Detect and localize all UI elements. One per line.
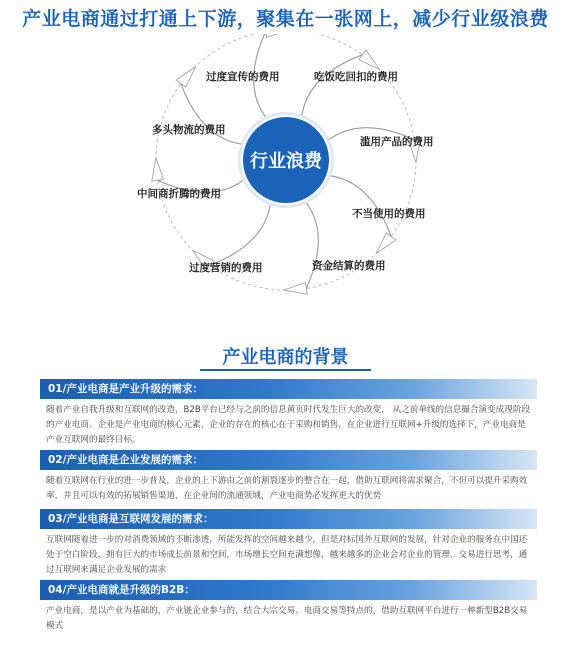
section-title-underline bbox=[200, 369, 371, 371]
segment-label-3: 滥用产品的费用 bbox=[360, 136, 434, 148]
item-heading-4: 04/产业电商就是升级的B2B： bbox=[40, 580, 537, 600]
background-item-3 bbox=[40, 509, 537, 578]
arrow-head bbox=[265, 34, 289, 38]
arrow-head bbox=[152, 158, 164, 182]
segment-label-8: 多头物流的费用 bbox=[152, 124, 226, 136]
item-text-3: 互联网随着进一步的对消费领域的不断渗透，所能发挥的空间越来越少，但是对标国外互联网的发展，针对企业的服务在中国还处于空白阶段，拥有巨大的市场成长前景和空间，市场增长空间充满想像，越来越多的企业会对企业的管理、交易进行思考，通过互联网来满足企业发展的需求 bbox=[46, 535, 528, 575]
segment-label-2: 吃饭吃回扣的费用 bbox=[314, 71, 398, 83]
item-heading-1: 01/产业电商是产业升级的需求： bbox=[40, 379, 537, 399]
item-heading-2: 02/产业电商是企业发展的需求： bbox=[40, 450, 537, 470]
arrow-head bbox=[176, 67, 196, 88]
arrow-head bbox=[376, 233, 396, 254]
headline: 产业电商通过打通上下游，聚集在一张网上，减少行业级浪费 bbox=[22, 8, 549, 30]
section-title: 产业电商的背景 bbox=[222, 347, 349, 368]
center-label: 行业浪费 bbox=[250, 151, 322, 172]
item-text-4: 产业电商，是以产业为基础的，产业链企业参与的，结合大宗交易、电商交易等特点的，借助互联网平台进行一种新型B2B交易模式 bbox=[46, 606, 528, 631]
background-item-2 bbox=[40, 450, 537, 504]
segment-label-1: 过度宣传的费用 bbox=[206, 71, 280, 83]
segment-label-4: 不当使用的费用 bbox=[352, 208, 426, 220]
segment-label-6: 过度营销的费用 bbox=[189, 262, 263, 274]
arrow-head bbox=[284, 283, 308, 295]
item-heading-3: 03/产业电商是互联网发展的需求： bbox=[40, 509, 537, 529]
spoke-line bbox=[210, 203, 271, 265]
arrow-head bbox=[359, 50, 380, 70]
background-item-4 bbox=[40, 580, 537, 634]
segment-label-5: 资金结算的费用 bbox=[312, 260, 386, 272]
spoke-line bbox=[302, 55, 363, 117]
waste-diagram bbox=[0, 34, 571, 334]
item-text-1: 随着产业自我升级和互联网的改造，B2B平台已经与之前的信息黄页时代发生巨大的改变， 从之前单线的信息撮合演变成现阶段的产业电商。企业是产业电商的核心元素，企业的存在的核心在于采购和销售，在企业进行互联网+升级的选择下，产业电商是产业互联网的最终目标。 bbox=[46, 405, 531, 445]
background-item-1 bbox=[40, 379, 537, 448]
segment-label-7: 中间商折腾的费用 bbox=[137, 188, 221, 200]
item-text-2: 随着互联网在行业的进一步普及，企业的上下游由之前的割裂逐步的整合在一起，借助互联网将需求聚合，不但可以提升采购效率，并且可以有效的拓展销售渠道，在企业间的流通领域，产业电商势必发挥更大的优势 bbox=[46, 476, 528, 501]
spoke-line bbox=[305, 202, 318, 289]
waste-cycle-graphic bbox=[0, 34, 571, 334]
